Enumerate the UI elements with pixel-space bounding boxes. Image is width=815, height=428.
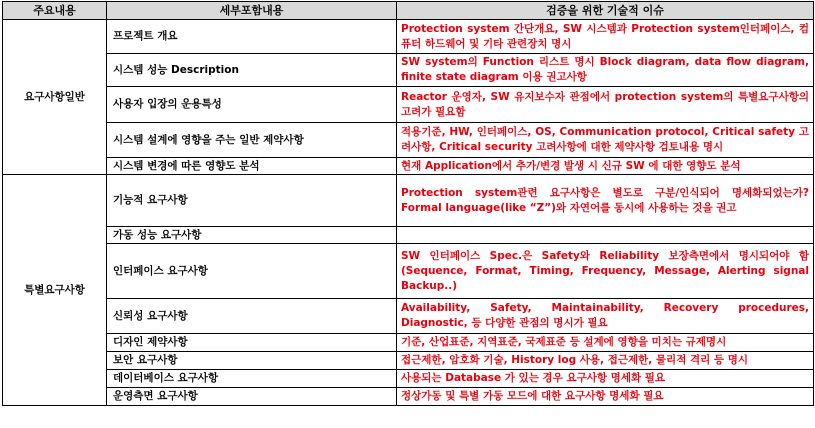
- table-row: [3, 370, 814, 388]
- table-row: [3, 175, 814, 227]
- issue-text: Protection system관련 요구사항은 별도로 구분/인식되어 명세화되었는가? Formal language(like “Z”)와 자연어를 동시에 사용하는 것을 권고: [397, 175, 814, 227]
- table-row: [3, 388, 814, 406]
- detail-item: 기능적 요구사항: [107, 175, 397, 227]
- header-technical-issue: 검증을 위한 기술적 이슈: [397, 2, 814, 20]
- detail-item: 프로젝트 개요: [107, 20, 397, 54]
- detail-item: 시스템 성능 Description: [107, 54, 397, 87]
- issue-text: [397, 227, 814, 244]
- table-row: [3, 334, 814, 352]
- header-detail-content: 세부포함내용: [107, 2, 397, 20]
- table-row: [3, 244, 814, 299]
- issue-text: 현재 Application에서 추가/변경 발생 시 신규 SW 에 대한 영향도 분석: [397, 158, 814, 175]
- table-row: [3, 158, 814, 175]
- issue-text: 기준, 산업표준, 지역표준, 국제표준 등 설계에 영향을 미치는 규제명시: [397, 334, 814, 352]
- table-row: [3, 352, 814, 370]
- category-special-requirements: 특별요구사항: [3, 175, 107, 406]
- detail-item: 인터페이스 요구사항: [107, 244, 397, 299]
- issue-text: 적용기준, HW, 인터페이스, OS, Communication protocol, Critical safety 고려사항, Critical security 고려사항에 대한 제약사항 검토내용 명시: [397, 123, 814, 158]
- requirements-table: [2, 1, 814, 406]
- issue-text: Availability, Safety, Maintainability, Recovery procedures, Diagnostic, 등 다양한 관점의 명시가 필요: [397, 299, 814, 334]
- table-row: [3, 54, 814, 87]
- detail-item: 시스템 변경에 따른 영향도 분석: [107, 158, 397, 175]
- detail-item: 신뢰성 요구사항: [107, 299, 397, 334]
- detail-item: 가동 성능 요구사항: [107, 227, 397, 244]
- table-row: [3, 123, 814, 158]
- issue-text: Protection system 간단개요, SW 시스템과 Protection system인터페이스, 컴퓨터 하드웨어 및 기타 관련장치 명시: [397, 20, 814, 54]
- detail-item: 디자인 제약사항: [107, 334, 397, 352]
- detail-item: 시스템 설계에 영향을 주는 일반 제약사항: [107, 123, 397, 158]
- issue-text: 사용되는 Database 가 있는 경우 요구사항 명세화 필요: [397, 370, 814, 388]
- issue-text: SW system의 Function 리스트 명시 Block diagram, data flow diagram, finite state diagram 이용 권고사항: [397, 54, 814, 87]
- category-general-requirements: 요구사항일반: [3, 20, 107, 175]
- issue-text: SW 인터페이스 Spec.은 Safety와 Reliability 보장측면에서 명시되어야 함 (Sequence, Format, Timing, Frequency, Message, Alerting signal Backup..): [397, 244, 814, 299]
- detail-item: 데이터베이스 요구사항: [107, 370, 397, 388]
- header-main-content: 주요내용: [3, 2, 107, 20]
- header-row: [3, 2, 814, 20]
- issue-text: Reactor 운영자, SW 유지보수자 관점에서 protection system의 특별요구사항의 고려가 필요함: [397, 87, 814, 123]
- table-row: [3, 87, 814, 123]
- table-row: [3, 227, 814, 244]
- issue-text: 정상가동 및 특별 가동 모드에 대한 요구사항 명세화 필요: [397, 388, 814, 406]
- table-row: [3, 299, 814, 334]
- detail-item: 보안 요구사항: [107, 352, 397, 370]
- issue-text: 접근제한, 암호화 기술, History log 사용, 접근제한, 물리적 격리 등 명시: [397, 352, 814, 370]
- detail-item: 사용자 입장의 운용특성: [107, 87, 397, 123]
- detail-item: 운영측면 요구사항: [107, 388, 397, 406]
- table-row: [3, 20, 814, 54]
